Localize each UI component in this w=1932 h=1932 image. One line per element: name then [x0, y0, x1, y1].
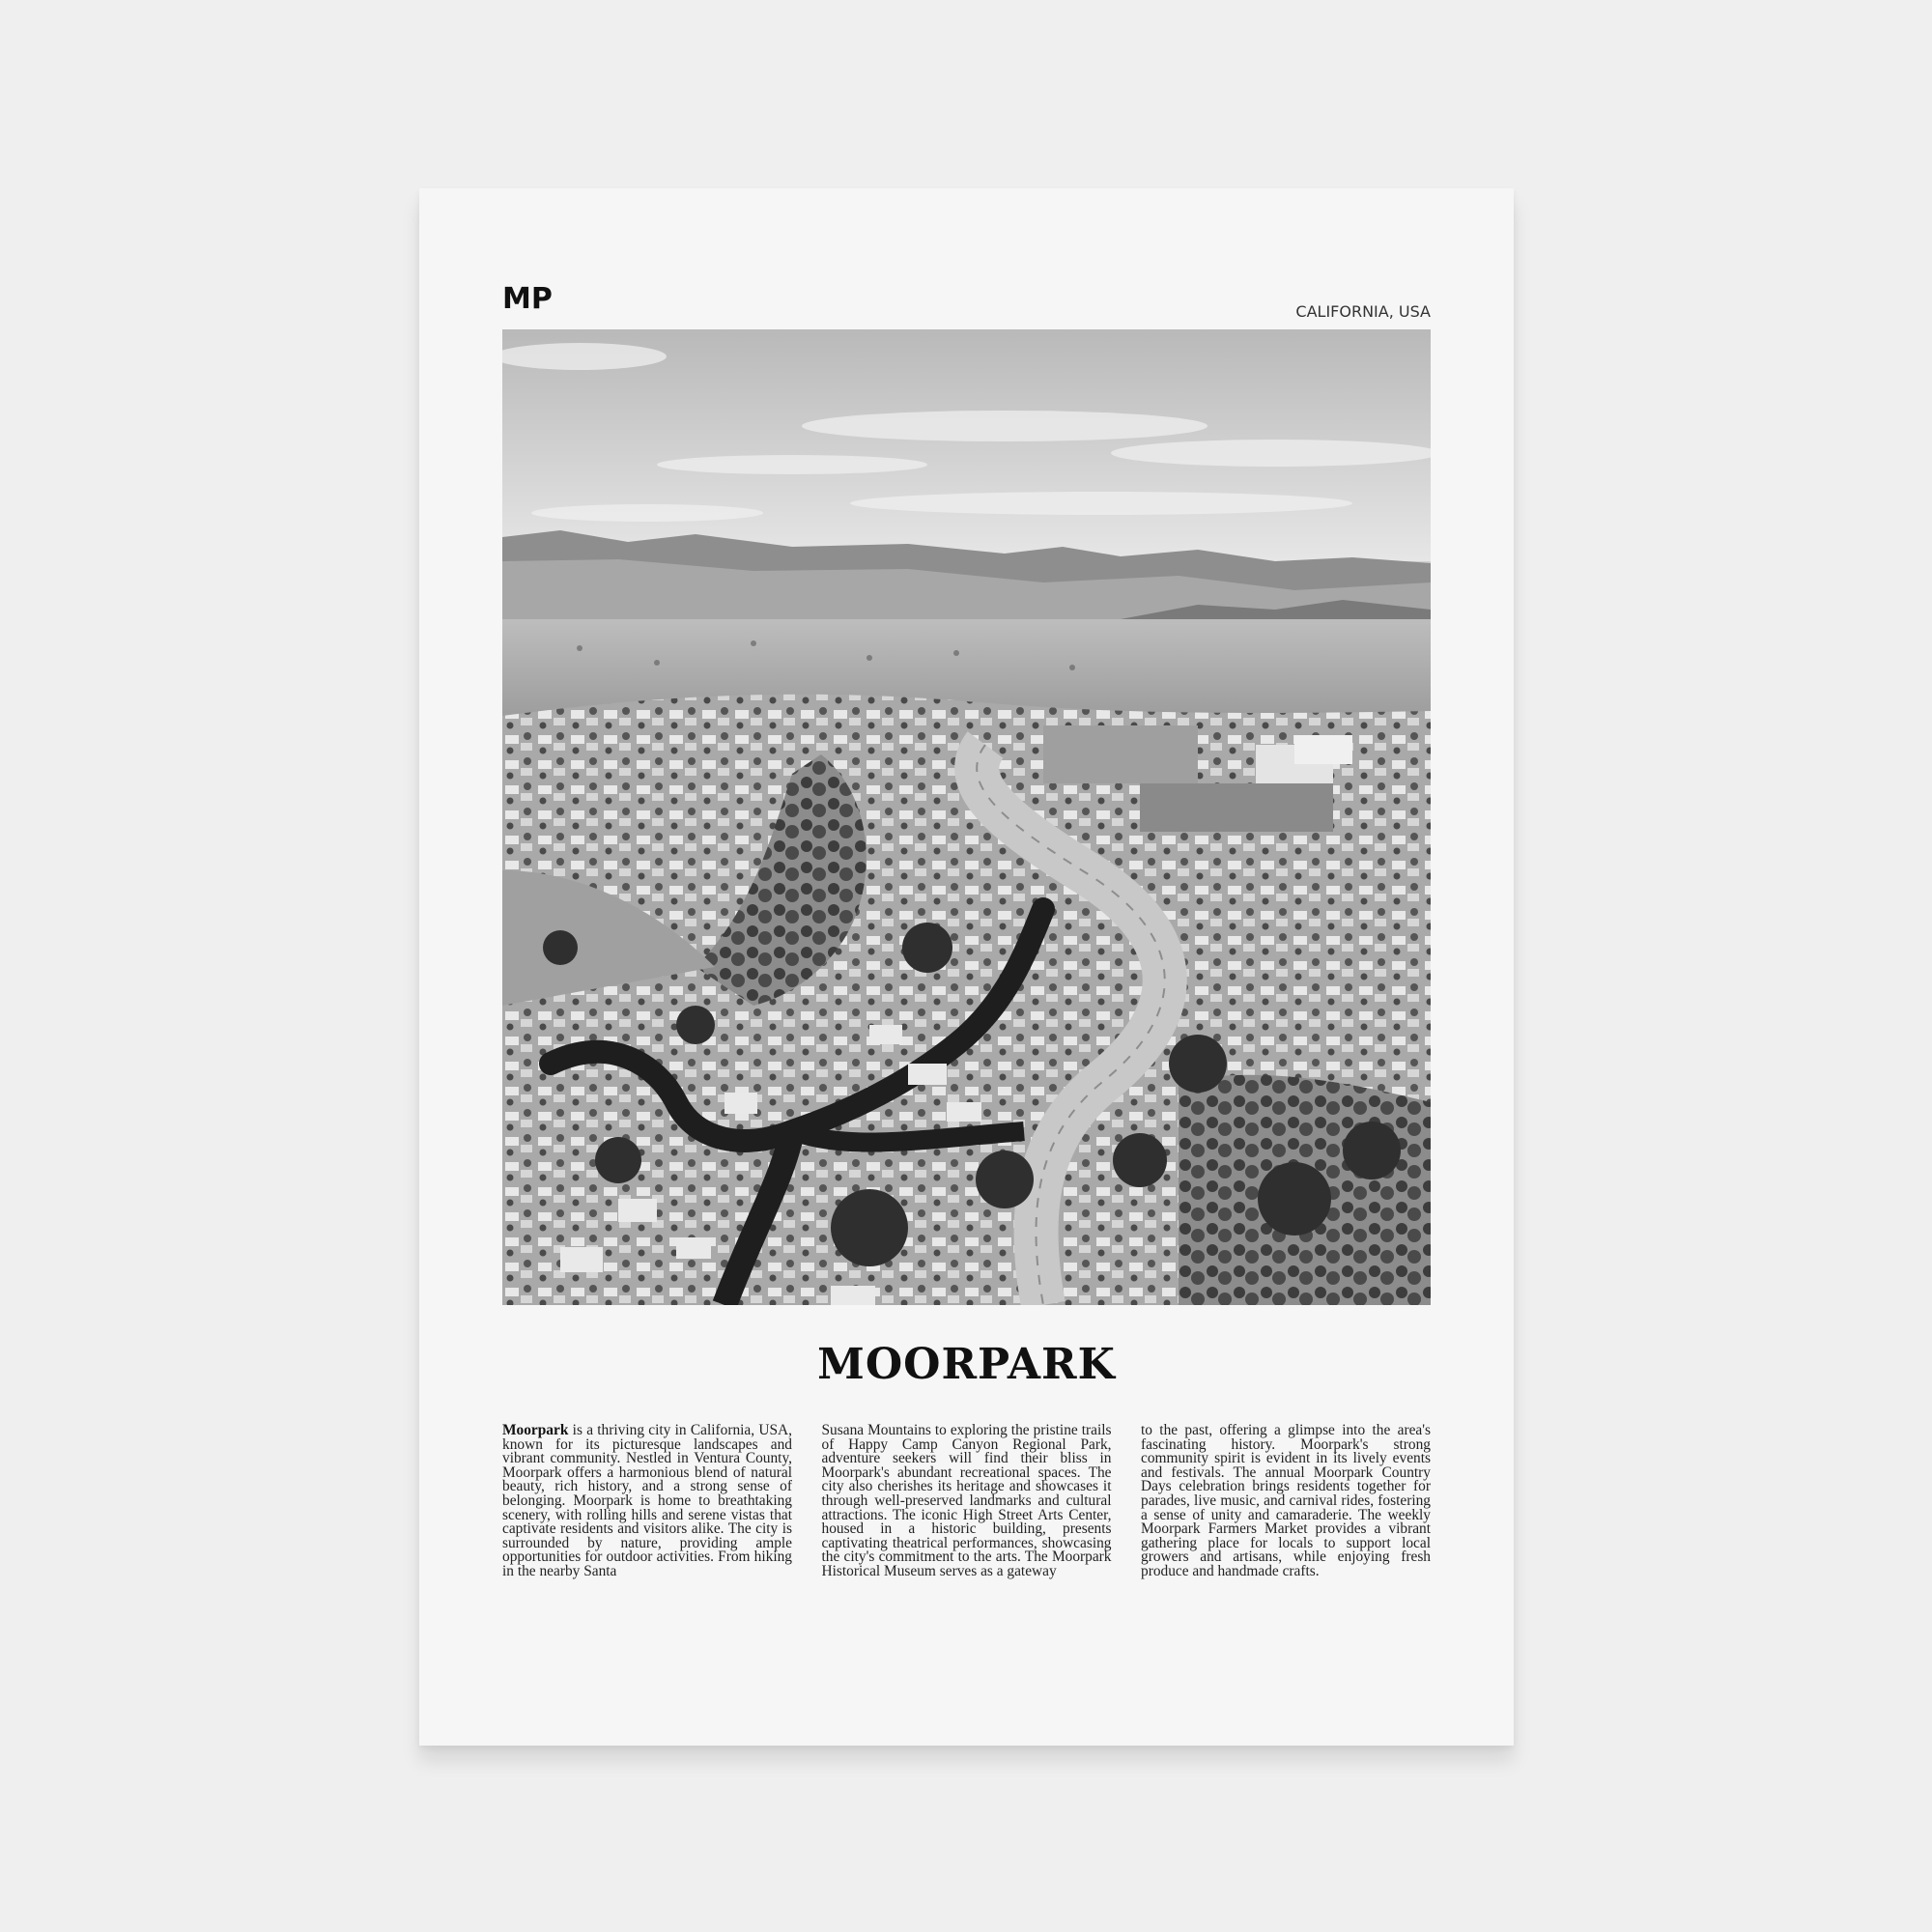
- description-column-2: [822, 1424, 1112, 1579]
- description-text-2: Susana Mountains to exploring the pristine trails of Happy Camp Canyon Regional Park, adventure seekers will find their bliss in Moorpark's abundant recreational spaces. The city also cherishes its heritage and showcases it through well-preserved landmarks and cultural attractions. The iconic High Street Arts Center, housed in a historic building, presents captivating theatrical performances, showcasing the city's commitment to the arts. The Moorpark Historical Museum serves as a gateway: [821, 1422, 1112, 1579]
- location-label: CALIFORNIA, USA: [1295, 302, 1431, 321]
- description-columns: [502, 1424, 1431, 1579]
- description-text-3: to the past, offering a glimpse into the area's fascinating history. Moorpark's strong community spirit is evident in its lively events and festivals. The annual Moorpark Country Days celebration brings residents together for parades, live music, and carnival rides, fostering a sense of unity and camaraderie. The weekly Moorpark Farmers Market provides a vibrant gathering place for locals to support local growers and artisans, while enjoying fresh produce and handmade crafts.: [1141, 1422, 1431, 1579]
- description-column-1: [502, 1424, 792, 1579]
- description-text-1: is a thriving city in California, USA, known for its picturesque landscapes and vibrant community. Nestled in Ventura County, Moorpark offers a harmonious blend of natural beauty, rich history, and a strong sense of belonging. Moorpark is home to breathtaking scenery, with rolling hills and serene vistas that captivate residents and visitors alike. The city is surrounded by nature, providing ample opportunities for outdoor activities. From hiking in the nearby Santa: [502, 1422, 792, 1579]
- aerial-photo-illustration: [502, 329, 1431, 1305]
- monogram: MP: [502, 282, 553, 316]
- poster: [419, 188, 1514, 1746]
- description-column-3: [1141, 1424, 1431, 1579]
- description-lead: Moorpark: [502, 1422, 569, 1438]
- poster-title: MOORPARK: [817, 1340, 1116, 1389]
- aerial-photo: [502, 329, 1431, 1305]
